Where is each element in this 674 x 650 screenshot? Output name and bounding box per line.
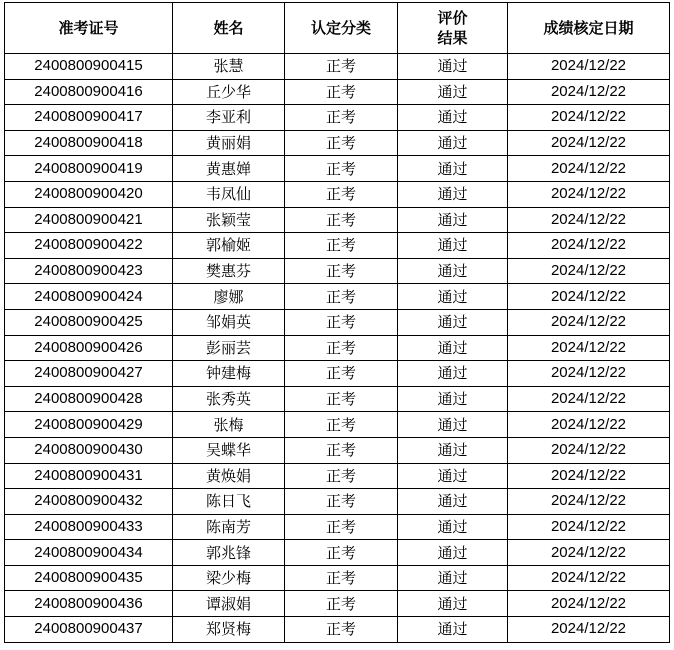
cell-category: 正考 bbox=[285, 412, 398, 438]
cell-category: 正考 bbox=[285, 156, 398, 182]
cell-name: 张颖莹 bbox=[173, 207, 285, 233]
cell-name: 郑贤梅 bbox=[173, 617, 285, 643]
cell-date: 2024/12/22 bbox=[508, 309, 670, 335]
cell-result: 通过 bbox=[398, 233, 508, 259]
cell-name: 黄惠婵 bbox=[173, 156, 285, 182]
cell-date: 2024/12/22 bbox=[508, 565, 670, 591]
cell-exam-id: 2400800900427 bbox=[5, 361, 173, 387]
cell-category: 正考 bbox=[285, 591, 398, 617]
cell-exam-id: 2400800900425 bbox=[5, 309, 173, 335]
cell-category: 正考 bbox=[285, 54, 398, 80]
table-row bbox=[5, 335, 670, 361]
cell-category: 正考 bbox=[285, 181, 398, 207]
results-table bbox=[4, 2, 670, 643]
cell-name: 张秀英 bbox=[173, 386, 285, 412]
table-row bbox=[5, 54, 670, 80]
header-row bbox=[5, 3, 670, 54]
cell-result: 通过 bbox=[398, 105, 508, 131]
cell-exam-id: 2400800900428 bbox=[5, 386, 173, 412]
cell-name: 郭榆姬 bbox=[173, 233, 285, 259]
cell-result: 通过 bbox=[398, 335, 508, 361]
cell-name: 黄焕娟 bbox=[173, 463, 285, 489]
cell-date: 2024/12/22 bbox=[508, 540, 670, 566]
cell-date: 2024/12/22 bbox=[508, 386, 670, 412]
header-result-line2: 结果 bbox=[437, 29, 468, 47]
cell-exam-id: 2400800900434 bbox=[5, 540, 173, 566]
table-row bbox=[5, 565, 670, 591]
cell-exam-id: 2400800900437 bbox=[5, 617, 173, 643]
table-header bbox=[5, 3, 670, 54]
table-row bbox=[5, 105, 670, 131]
cell-category: 正考 bbox=[285, 437, 398, 463]
cell-date: 2024/12/22 bbox=[508, 335, 670, 361]
cell-date: 2024/12/22 bbox=[508, 156, 670, 182]
cell-result: 通过 bbox=[398, 591, 508, 617]
cell-name: 张梅 bbox=[173, 412, 285, 438]
cell-result: 通过 bbox=[398, 514, 508, 540]
cell-date: 2024/12/22 bbox=[508, 617, 670, 643]
cell-name: 邹娟英 bbox=[173, 309, 285, 335]
cell-name: 张慧 bbox=[173, 54, 285, 80]
cell-category: 正考 bbox=[285, 233, 398, 259]
table-row bbox=[5, 386, 670, 412]
table-row bbox=[5, 309, 670, 335]
cell-result: 通过 bbox=[398, 565, 508, 591]
table-row bbox=[5, 514, 670, 540]
table-row bbox=[5, 489, 670, 515]
cell-name: 韦凤仙 bbox=[173, 181, 285, 207]
cell-result: 通过 bbox=[398, 386, 508, 412]
cell-date: 2024/12/22 bbox=[508, 105, 670, 131]
cell-date: 2024/12/22 bbox=[508, 437, 670, 463]
cell-exam-id: 2400800900416 bbox=[5, 79, 173, 105]
cell-name: 黄丽娟 bbox=[173, 130, 285, 156]
cell-date: 2024/12/22 bbox=[508, 207, 670, 233]
cell-date: 2024/12/22 bbox=[508, 54, 670, 80]
header-result bbox=[398, 3, 508, 54]
cell-exam-id: 2400800900422 bbox=[5, 233, 173, 259]
cell-name: 梁少梅 bbox=[173, 565, 285, 591]
table-row bbox=[5, 156, 670, 182]
cell-exam-id: 2400800900430 bbox=[5, 437, 173, 463]
cell-name: 谭淑娟 bbox=[173, 591, 285, 617]
cell-name: 廖娜 bbox=[173, 284, 285, 310]
table-row bbox=[5, 207, 670, 233]
cell-name: 陈日飞 bbox=[173, 489, 285, 515]
table-row bbox=[5, 437, 670, 463]
cell-category: 正考 bbox=[285, 284, 398, 310]
cell-result: 通过 bbox=[398, 258, 508, 284]
table-row bbox=[5, 258, 670, 284]
cell-exam-id: 2400800900435 bbox=[5, 565, 173, 591]
cell-category: 正考 bbox=[285, 130, 398, 156]
cell-name: 李亚利 bbox=[173, 105, 285, 131]
cell-date: 2024/12/22 bbox=[508, 489, 670, 515]
cell-exam-id: 2400800900436 bbox=[5, 591, 173, 617]
table-row bbox=[5, 463, 670, 489]
cell-result: 通过 bbox=[398, 617, 508, 643]
cell-result: 通过 bbox=[398, 489, 508, 515]
table-row bbox=[5, 130, 670, 156]
cell-exam-id: 2400800900424 bbox=[5, 284, 173, 310]
cell-result: 通过 bbox=[398, 79, 508, 105]
header-date: 成绩核定日期 bbox=[508, 3, 670, 54]
cell-category: 正考 bbox=[285, 463, 398, 489]
table-row bbox=[5, 361, 670, 387]
cell-category: 正考 bbox=[285, 361, 398, 387]
cell-category: 正考 bbox=[285, 514, 398, 540]
cell-category: 正考 bbox=[285, 105, 398, 131]
cell-result: 通过 bbox=[398, 361, 508, 387]
cell-date: 2024/12/22 bbox=[508, 412, 670, 438]
header-exam-id: 准考证号 bbox=[5, 3, 173, 54]
cell-result: 通过 bbox=[398, 54, 508, 80]
cell-name: 钟建梅 bbox=[173, 361, 285, 387]
cell-exam-id: 2400800900415 bbox=[5, 54, 173, 80]
cell-date: 2024/12/22 bbox=[508, 591, 670, 617]
cell-exam-id: 2400800900420 bbox=[5, 181, 173, 207]
cell-result: 通过 bbox=[398, 463, 508, 489]
cell-name: 吴蝶华 bbox=[173, 437, 285, 463]
cell-name: 樊惠芬 bbox=[173, 258, 285, 284]
cell-exam-id: 2400800900432 bbox=[5, 489, 173, 515]
cell-exam-id: 2400800900418 bbox=[5, 130, 173, 156]
cell-date: 2024/12/22 bbox=[508, 181, 670, 207]
cell-category: 正考 bbox=[285, 617, 398, 643]
cell-category: 正考 bbox=[285, 309, 398, 335]
cell-date: 2024/12/22 bbox=[508, 514, 670, 540]
table-row bbox=[5, 617, 670, 643]
cell-result: 通过 bbox=[398, 412, 508, 438]
table-row bbox=[5, 284, 670, 310]
cell-exam-id: 2400800900429 bbox=[5, 412, 173, 438]
cell-result: 通过 bbox=[398, 284, 508, 310]
cell-date: 2024/12/22 bbox=[508, 79, 670, 105]
cell-date: 2024/12/22 bbox=[508, 361, 670, 387]
table-row bbox=[5, 412, 670, 438]
cell-category: 正考 bbox=[285, 489, 398, 515]
cell-exam-id: 2400800900426 bbox=[5, 335, 173, 361]
cell-date: 2024/12/22 bbox=[508, 463, 670, 489]
cell-name: 郭兆锋 bbox=[173, 540, 285, 566]
cell-date: 2024/12/22 bbox=[508, 130, 670, 156]
cell-category: 正考 bbox=[285, 258, 398, 284]
table-row bbox=[5, 79, 670, 105]
cell-category: 正考 bbox=[285, 540, 398, 566]
table-row bbox=[5, 181, 670, 207]
cell-result: 通过 bbox=[398, 156, 508, 182]
cell-result: 通过 bbox=[398, 207, 508, 233]
cell-result: 通过 bbox=[398, 181, 508, 207]
cell-date: 2024/12/22 bbox=[508, 233, 670, 259]
cell-name: 陈南芳 bbox=[173, 514, 285, 540]
cell-result: 通过 bbox=[398, 437, 508, 463]
cell-category: 正考 bbox=[285, 207, 398, 233]
table-body bbox=[5, 54, 670, 643]
cell-exam-id: 2400800900431 bbox=[5, 463, 173, 489]
cell-result: 通过 bbox=[398, 540, 508, 566]
cell-exam-id: 2400800900423 bbox=[5, 258, 173, 284]
cell-date: 2024/12/22 bbox=[508, 258, 670, 284]
cell-category: 正考 bbox=[285, 565, 398, 591]
cell-exam-id: 2400800900417 bbox=[5, 105, 173, 131]
cell-exam-id: 2400800900419 bbox=[5, 156, 173, 182]
table-row bbox=[5, 540, 670, 566]
cell-exam-id: 2400800900421 bbox=[5, 207, 173, 233]
cell-category: 正考 bbox=[285, 335, 398, 361]
cell-result: 通过 bbox=[398, 309, 508, 335]
table-row bbox=[5, 233, 670, 259]
table-row bbox=[5, 591, 670, 617]
cell-category: 正考 bbox=[285, 79, 398, 105]
cell-result: 通过 bbox=[398, 130, 508, 156]
cell-category: 正考 bbox=[285, 386, 398, 412]
cell-name: 丘少华 bbox=[173, 79, 285, 105]
cell-name: 彭丽芸 bbox=[173, 335, 285, 361]
cell-exam-id: 2400800900433 bbox=[5, 514, 173, 540]
cell-date: 2024/12/22 bbox=[508, 284, 670, 310]
header-category: 认定分类 bbox=[285, 3, 398, 54]
header-name: 姓名 bbox=[173, 3, 285, 54]
header-result-line1: 评价 bbox=[437, 9, 468, 27]
